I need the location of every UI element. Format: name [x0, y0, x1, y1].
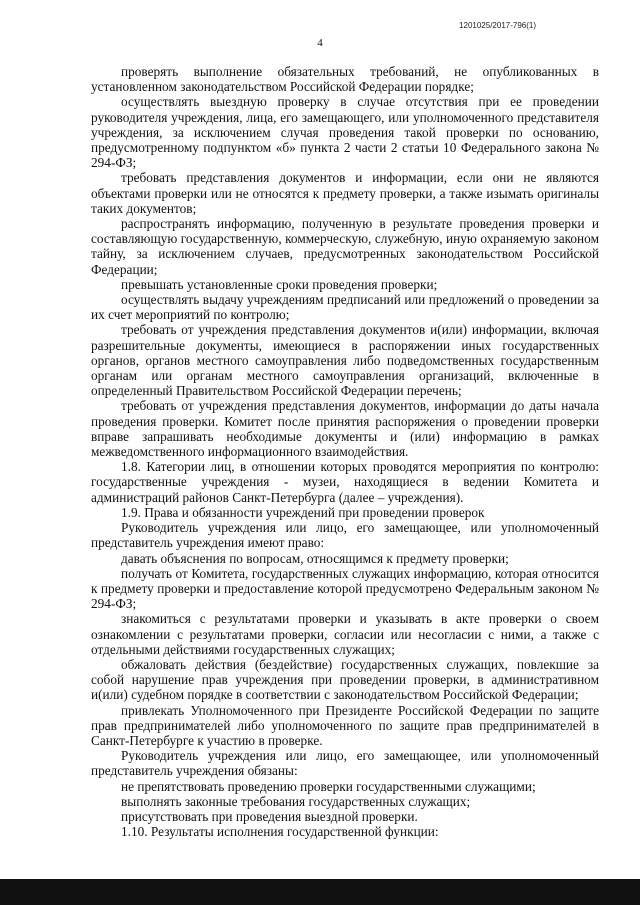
paragraph: превышать установленные сроки проведения проверки;: [121, 276, 438, 292]
paragraph: давать объяснения по вопросам, относящимся к предмету проверки;: [121, 550, 509, 566]
document-id: 1201025/2017-796(1): [459, 21, 536, 30]
paragraph: Руководитель учреждения или лицо, его замещающее, или уполномоченный представитель учреждения обязаны:: [91, 748, 599, 779]
paragraph: присутствовать при проведения выездной проверки.: [121, 808, 418, 824]
paragraph: требовать представления документов и информации, если они не являются объектами проверки или не относятся к предмету проверки, а также изымать оригиналы таких документов;: [91, 170, 599, 216]
paragraph: привлекать Уполномоченного при Президенте Российской Федерации по защите прав предпринимателей либо уполномоченного по защите прав предпринимателей в Санкт-Петербурге к участию в проверке.: [91, 702, 599, 748]
scan-bottom-edge: [0, 879, 640, 905]
paragraph: 1.10. Результаты исполнения государственной функции:: [121, 824, 439, 840]
paragraph: осуществлять выездную проверку в случае отсутствия при ее проведении руководителя учреждения, лица, его замещающего, или уполномоченного представителя учреждения, за исключением случая проведения такой проверки по основанию, предусмотренному подпунктом «б» пункта 2 части 2 статьи 10 Федерального закона № 294-ФЗ;: [91, 94, 599, 171]
paragraph: проверять выполнение обязательных требований, не опубликованных в установленном законодательством Российской Федерации порядке;: [91, 64, 599, 95]
paragraph: обжаловать действия (бездействие) государственных служащих, повлекшие за собой нарушение прав учреждения при проведении проверки, в административном и(или) судебном порядке в соответствии с законодательством Российской Федерации;: [91, 656, 599, 703]
paragraph: знакомиться с результатами проверки и указывать в акте проверки о своем ознакомлении с результатами проверки, согласии или несогласии с ними, а также с отдельными действиями государственных служащих;: [91, 611, 599, 657]
paragraph: распространять информацию, полученную в результате проведения проверки и составляющую государственную, коммерческую, служебную, иную охраняемую законом тайну, за исключением случаев, предусмотренных законодательством Российской Федерации;: [91, 216, 599, 277]
paragraph: получать от Комитета, государственных служащих информацию, которая относится к предмету проверки и предоставление которой предусмотрено Федеральным законом № 294-ФЗ;: [91, 565, 599, 612]
document-body: [91, 64, 599, 839]
paragraph: не препятствовать проведению проверки государственными служащими;: [121, 778, 536, 794]
paragraph: 1.9. Права и обязанности учреждений при проведении проверок: [121, 504, 485, 520]
paragraph: 1.8. Категории лиц, в отношении которых проводятся мероприятия по контролю: государственные учреждения - музеи, находящиеся в ведении Комитета и администраций районов Санкт-Петербурга (далее – учреждения).: [91, 459, 599, 505]
paragraph: осуществлять выдачу учреждениям предписаний или предложений о проведении за их счет мероприятий по контролю;: [91, 292, 599, 323]
page-number: 4: [317, 37, 323, 49]
paragraph: требовать от учреждения представления документов, информации до даты начала проведения проверки. Комитет после принятия распоряжения о проведении проверки вправе запрашивать необходимые документы и (или) информацию в рамках межведомственного информационного взаимодействия.: [91, 398, 599, 460]
paragraph: Руководитель учреждения или лицо, его замещающее, или уполномоченный представитель учреждения имеют право:: [91, 520, 599, 551]
paragraph: выполнять законные требования государственных служащих;: [121, 793, 471, 809]
paragraph: требовать от учреждения представления документов и(или) информации, включая разрешительные документы, имеющиеся в распоряжении иных государственных органов, органов местного самоуправления либо подведомственных государственным органам или органам местного самоуправления организаций, включенные в определенный Правительством Российской Федерации перечень;: [91, 322, 599, 399]
